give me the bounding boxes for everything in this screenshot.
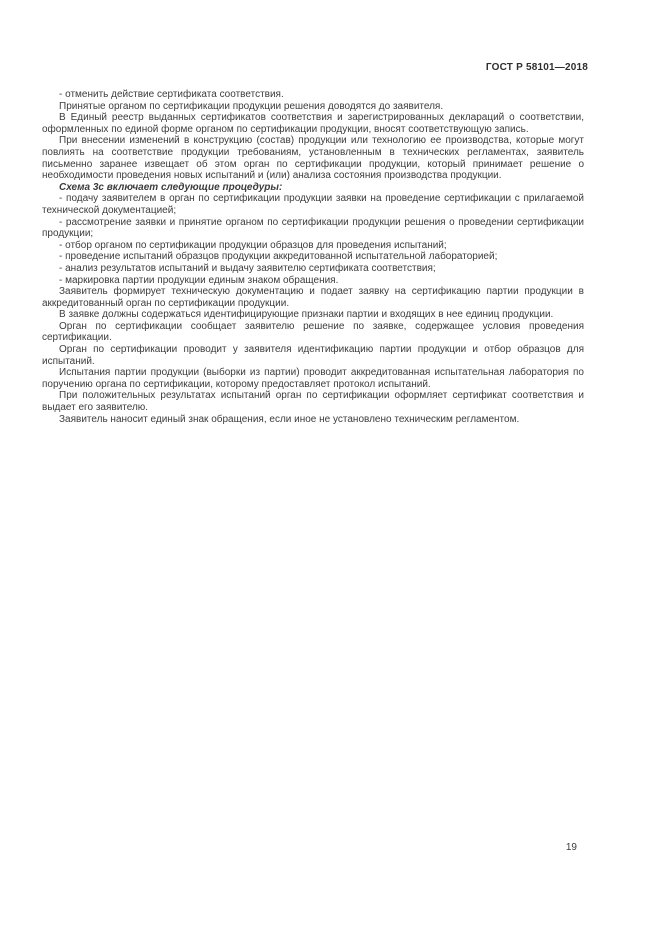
list-item: - рассмотрение заявки и принятие органом по сертификации продукции решения о проведении сертификации продукции; xyxy=(42,216,584,240)
paragraph: Орган по сертификации проводит у заявителя идентификацию партии продукции и отбор образцов для испытаний. xyxy=(42,344,584,367)
list-item: - отменить действие сертификата соответствия. xyxy=(59,89,284,100)
page-number: 19 xyxy=(565,842,577,853)
list-item: - проведение испытаний образцов продукции аккредитованной испытательной лабораторией; xyxy=(59,251,498,263)
list-item: - подачу заявителем в орган по сертификации продукции заявки на проведение сертификации с прилагаемой технической документацией; xyxy=(42,193,584,216)
paragraph: Принятые органом по сертификации продукции решения доводятся до заявителя. xyxy=(59,100,444,112)
list-item: - анализ результатов испытаний и выдачу заявителю сертификата соответствия; xyxy=(59,262,436,274)
paragraph: В Единый реестр выданных сертификатов соответствия и зарегистрированных деклараций о соответствии, оформленных по единой форме органом по сертификации продукции, вносят соответствующую запись. xyxy=(42,112,584,135)
document-body xyxy=(42,89,584,425)
paragraph: Испытания партии продукции (выборки из партии) проводит аккредитованная испытательная лаборатория по поручению органа по сертификации, которому предоставляет протокол испытаний. xyxy=(42,367,584,390)
paragraph: Заявитель наносит единый знак обращения, если иное не установлено техническим регламентом. xyxy=(59,413,520,425)
paragraph: Орган по сертификации сообщает заявителю решение по заявке, содержащее условия проведения сертификации. xyxy=(42,320,584,344)
scheme-heading: Схема 3с включает следующие процедуры: xyxy=(59,181,283,193)
standard-number-header: ГОСТ Р 58101—2018 xyxy=(485,62,588,73)
list-item: - отбор органом по сертификации продукции образцов для проведения испытаний; xyxy=(59,239,447,251)
paragraph: В заявке должны содержаться идентифицирующие признаки партии и входящих в нее единиц продукции. xyxy=(59,309,554,321)
paragraph: При положительных результатах испытаний орган по сертификации оформляет сертификат соответствия и выдает его заявителю. xyxy=(42,390,584,414)
list-item: - маркировка партии продукции единым знаком обращения. xyxy=(59,274,339,286)
paragraph: Заявитель формирует техническую документацию и подает заявку на сертификацию партии продукции в аккредитованный орган по сертификации продукции. xyxy=(42,286,584,309)
paragraph: При внесении изменений в конструкцию (состав) продукции или технологию ее производства, которые могут повлиять на соответствие продукции требованиям, установленным в технических регламентах, заявитель письменно заранее извещает об этом орган по сертификации продукции, который принимает решение о необходимости проведения новых испытаний и (или) анализа состояния производства продукции. xyxy=(42,135,584,182)
